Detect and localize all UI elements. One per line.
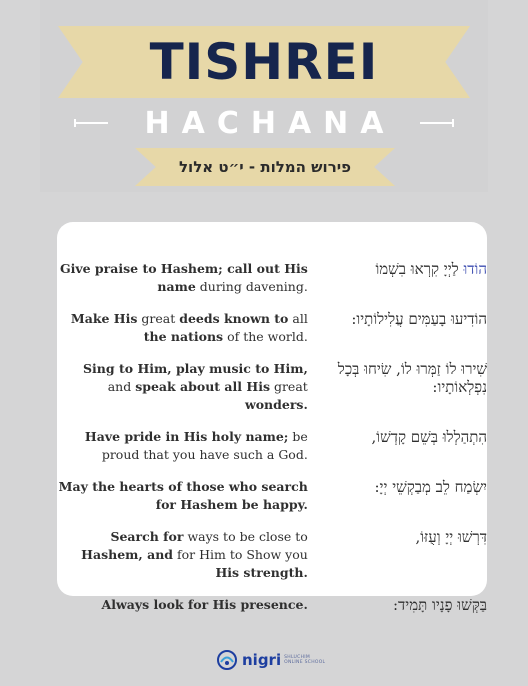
verse-english-segment: for Him to Show you xyxy=(173,547,308,562)
verse-english-segment: great xyxy=(269,379,308,394)
verse-hebrew xyxy=(318,478,487,496)
logo-tagline-2: ONLINE SCHOOL xyxy=(284,660,326,665)
verse-hebrew-text: הִתְהַלְלוּ בְּשֵׁם קָדְשׁוֹ, xyxy=(371,428,487,446)
verse-english-segment: Search for xyxy=(110,529,184,544)
verses-list xyxy=(57,260,487,628)
verse-english-segment: Always look for His presence. xyxy=(101,597,308,612)
verse-hebrew xyxy=(318,310,487,328)
verse-row xyxy=(57,478,487,514)
verse-row xyxy=(57,428,487,464)
footer-logo xyxy=(216,645,326,675)
verse-english xyxy=(57,310,308,346)
right-arrow-icon xyxy=(420,122,454,124)
verse-english xyxy=(57,428,308,464)
verse-english-segment: and xyxy=(107,379,136,394)
verse-english-segment: His strength. xyxy=(215,565,308,580)
verse-english-segment: the nations xyxy=(143,329,224,344)
verse-english-segment: Have pride in His holy name; xyxy=(84,429,289,444)
verse-english-segment: ways to be close to xyxy=(183,529,308,544)
verse-english-segment: of the world. xyxy=(223,329,308,344)
logo-wordmark: nigri xyxy=(242,651,282,669)
verse-english-segment: and xyxy=(142,547,174,562)
subtitle-row xyxy=(72,104,456,142)
verse-english-segment: His name xyxy=(157,261,308,294)
verse-english-segment: Sing to Him, play music to Him, xyxy=(83,361,308,376)
verse-english xyxy=(57,478,308,514)
verse-row xyxy=(57,360,487,414)
hebrew-subtitle: פירוש המלות - י״ט אלול xyxy=(178,158,352,176)
verse-row xyxy=(57,260,487,296)
verse-hebrew xyxy=(318,428,487,446)
verse-english-segment: all xyxy=(288,311,308,326)
verse-english-segment: be proud that you have such a God. xyxy=(101,429,308,462)
verse-hebrew xyxy=(318,596,487,614)
logo-tagline xyxy=(284,655,325,665)
verse-hebrew-text: דִּרְשׁוּ יְיָ וְעֻזּוֹ, xyxy=(415,528,487,546)
verse-english-segment: speak about all His xyxy=(135,379,270,394)
verse-english-segment: wonders. xyxy=(244,397,308,412)
verse-english-segment: during davening. xyxy=(195,279,308,294)
page-subtitle: HACHANA xyxy=(144,105,396,141)
verse-english xyxy=(57,596,308,614)
verse-hebrew xyxy=(318,360,487,396)
verse-row xyxy=(57,596,487,614)
verse-hebrew-text: הוֹדִיעוּ בָעַמִּים עֲלִילוֹתָיו: xyxy=(351,310,487,328)
verse-english-segment: great xyxy=(137,311,180,326)
verse-hebrew xyxy=(318,528,487,546)
verse-english-segment: May the hearts of those who search for Hashem be happy. xyxy=(58,479,308,512)
verse-row xyxy=(57,310,487,346)
verse-row xyxy=(57,528,487,582)
verse-english xyxy=(57,260,308,296)
verse-hebrew-text: בַּקְּשׁוּ פָנָיו תָּמִיד: xyxy=(393,596,487,614)
verse-hebrew-text: לַיְיָ קִרְאוּ בִשְׁמוֹ xyxy=(375,260,464,278)
verse-english-segment: Make His xyxy=(70,311,138,326)
verse-hebrew-text: יִשְׂמַח לֵב מְבַקְשֵׁי יְיָ: xyxy=(374,478,487,496)
verse-hebrew-text: שִׁירוּ לוֹ זַמְּרוּ לוֹ, שִׂיחוּ בְּכָל נִפְלְאוֹתָיו: xyxy=(337,360,487,396)
nigri-logo-icon xyxy=(216,649,238,671)
verse-hebrew xyxy=(318,260,487,278)
verse-english xyxy=(57,528,308,582)
verse-english-segment: Give praise to Hashem; call out xyxy=(59,261,285,276)
verse-english xyxy=(57,360,308,414)
verse-hebrew-highlight: הוֹדוּ xyxy=(463,260,487,278)
page-title: TISHREI xyxy=(149,33,379,91)
verse-english-segment: Hashem, xyxy=(81,547,143,562)
verse-english-segment: deeds known to xyxy=(179,311,289,326)
logo-tagline-1: SHLUCHIM xyxy=(284,655,311,660)
verses-card xyxy=(57,222,487,614)
left-arrow-icon xyxy=(74,122,108,124)
